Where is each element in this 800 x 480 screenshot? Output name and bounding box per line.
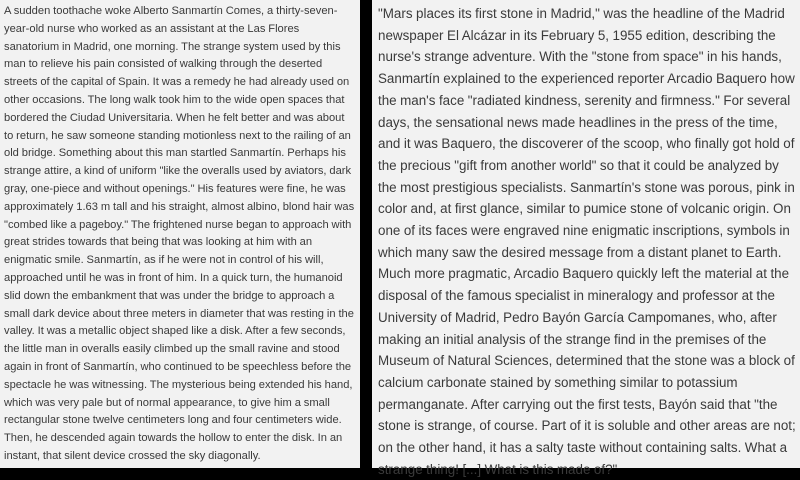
left-text-panel — [0, 0, 360, 468]
column-divider — [360, 0, 372, 468]
left-paragraph: A sudden toothache woke Alberto Sanmartín Comes, a thirty-seven-year-old nurse who worked as an assistant at the Las Flores sanatorium in Madrid, one morning. The strange system used by this man to relieve his pain consisted of walking through the deserted streets of the capital of Spain. It was a remedy he had already used on other occasions. The long walk took him to the wide open spaces that bordered the Ciudad Universitaria. When he felt better and was about to return, he saw someone standing motionless next to the railing of an old bridge. Something about this man startled Sanmartín. Perhaps his strange attire, a kind of uniform "like the overalls used by aviators, dark gray, one-piece and without openings." His features were fine, he was approximately 1.63 m tall and his straight, almost albino, blond hair was "combed like a pageboy." The frightened nurse began to approach with great strides towards that being that was looking at him with an enigmatic smile. Sanmartín, as if he were not in control of his will, approached until he was in front of him. In a quick turn, the humanoid slid down the embankment that was under the bridge to approach a small dark device about three meters in diameter that was resting in the valley. It was a metallic object shaped like a disk. After a few seconds, the little man in overalls easily climbed up the small ravine and stood again in front of Sanmartín, who continued to be speechless before the spectacle he was witnessing. The mysterious being extended his hand, which was very pale but of normal appearance, to give him a small rectangular stone twelve centimeters long and four centimeters wide. Then, he descended again towards the hollow to enter the disk. In an instant, that silent device crossed the sky diagonally. — [4, 5, 355, 462]
right-text-panel — [372, 0, 800, 477]
right-paragraph: "Mars places its first stone in Madrid," was the headline of the Madrid newspaper El Alcázar in its February 5, 1955 edition, describing the nurse's strange adventure. With the "stone from space" in his hands, Sanmartín explained to the experienced reporter Arcadio Baquero how the man's face "radiated kindness, serenity and firmness." For several days, the sensational news made headlines in the press of the time, and it was Baquero, the discoverer of the scoop, who finally got hold of the precious "gift from another world" so that it could be analyzed by the most prestigious specialists. Sanmartín's stone was porous, pink in color and, at first glance, similar to pumice stone of volcanic origin. On one of its faces were engraved nine enigmatic inscriptions, symbols in which many saw the desired message from a distant planet to Earth. Much more pragmatic, Arcadio Baquero quickly left the material at the disposal of the famous specialist in mineralogy and professor at the University of Madrid, Pedro Bayón García Campomanes, who, after making an initial analysis of the strange find in the premises of the Museum of Natural Sciences, determined that the stone was a block of calcium carbonate stained by something similar to potassium permanganate. After carrying out the first tests, Bayón said that "the stone is strange, of course. Part of it is soluble and other areas are not; on the other hand, it has a salty taste without containing salts. What a strange thing! [...] What is this made of?" — [378, 6, 796, 477]
